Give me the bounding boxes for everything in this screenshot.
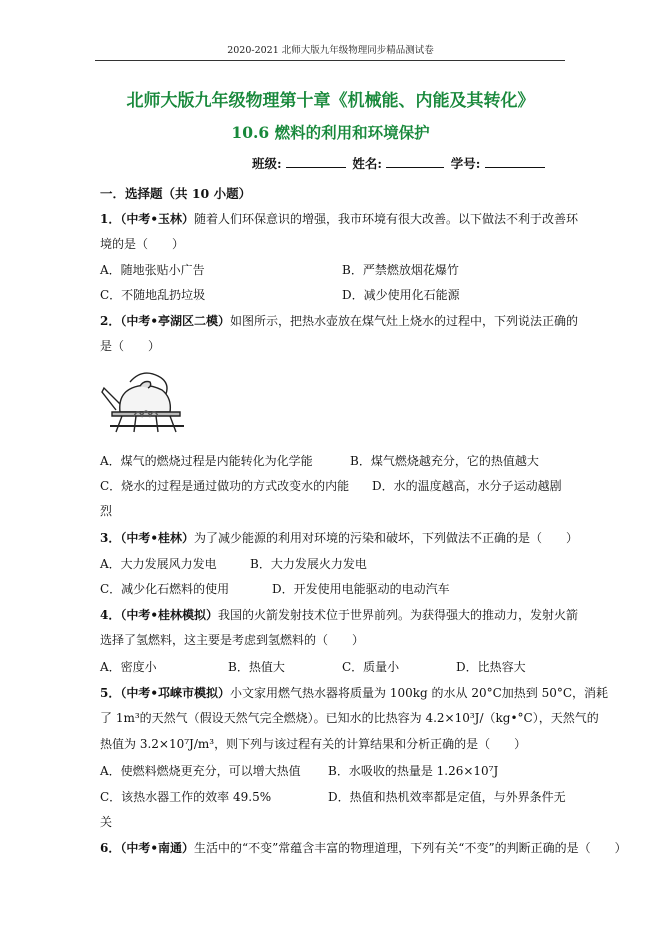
q1-text1: 随着人们环保意识的增强，我市环境有很大改善。以下做法不利于改善环 — [194, 212, 579, 226]
q4-option-a[interactable]: A．密度小 — [100, 660, 157, 674]
q5-line2: 了 1m³的天然气（假设天然气完全燃烧）。已知水的比热容为 4.2×10³J/（kg•°C），天然气的 — [100, 711, 599, 725]
q1-option-c[interactable]: C．不随地乱扔垃圾 — [100, 288, 206, 302]
id-blank[interactable] — [485, 155, 545, 168]
q6-line1 — [100, 839, 627, 856]
q1-option-b[interactable]: B．严禁燃放烟花爆竹 — [342, 263, 459, 277]
kettle-spout — [102, 388, 120, 410]
kettle-on-stove-figure — [100, 366, 192, 438]
q6-tag: 6．（中考•南通） — [100, 841, 195, 855]
q4-line1 — [100, 606, 578, 623]
q3-option-c[interactable]: C．减少化石燃料的使用 — [100, 582, 230, 596]
section-heading: 一．选择题（共 10 小题） — [100, 186, 252, 201]
q2-line1 — [100, 312, 578, 329]
q3-option-b[interactable]: B．大力发展火力发电 — [250, 557, 367, 571]
main-title: 北师大版九年级物理第十章《机械能、内能及其转化》 — [126, 91, 535, 111]
q2-option-d-wrap: 烈 — [100, 504, 113, 518]
class-blank[interactable] — [286, 155, 346, 168]
sub-title: 10.6 燃料的利用和环境保护 — [231, 123, 430, 142]
q2-option-d[interactable]: D．水的温度越高，水分子运动越剧 — [372, 479, 562, 493]
q4-line2: 选择了氢燃料，这主要是考虑到氢燃料的（ ） — [100, 633, 365, 647]
name-label: 姓名: — [352, 156, 382, 171]
q3-line1 — [100, 529, 578, 546]
page-header: 2020-2021 北师大版九年级物理同步精品测试卷 — [227, 45, 434, 56]
q3-option-a[interactable]: A．大力发展风力发电 — [100, 557, 217, 571]
q1-option-d[interactable]: D．减少使用化石能源 — [342, 288, 460, 302]
q2-tag: 2．（中考•亭湖区二模） — [100, 314, 231, 328]
q2-text1: 如图所示，把热水壶放在煤气灶上烧水的过程中，下列说法正确的 — [230, 314, 579, 328]
kettle-body — [120, 385, 171, 412]
q1-line2: 境的是（ ） — [100, 237, 185, 251]
q5-tag: 5．（中考•邛崃市模拟） — [100, 686, 231, 700]
q5-line1 — [100, 684, 608, 701]
q3-option-d[interactable]: D．开发使用电能驱动的电动汽车 — [272, 582, 450, 596]
q4-text1: 我国的火箭发射技术位于世界前列。为获得强大的推动力，发射火箭 — [218, 608, 579, 622]
q5-text1: 小文家用燃气热水器将质量为 100kg 的水从 20°C加热到 50°C，消耗 — [230, 686, 609, 700]
q5-option-d-wrap: 关 — [100, 815, 113, 829]
q1-option-a[interactable]: A．随地张贴小广告 — [100, 263, 205, 277]
q5-option-b[interactable]: B．水吸收的热量是 1.26×10⁷J — [328, 764, 499, 778]
q1-tag: 1．（中考•玉林） — [100, 212, 195, 226]
q4-option-c[interactable]: C．质量小 — [342, 660, 400, 674]
q3-tag: 3．（中考•桂林） — [100, 531, 195, 545]
id-label: 学号: — [450, 156, 481, 171]
q5-option-a[interactable]: A．使燃料燃烧更充分，可以增大热值 — [100, 764, 301, 778]
q2-option-c[interactable]: C．烧水的过程是通过做功的方式改变水的内能 — [100, 479, 350, 493]
q2-line2: 是（ ） — [100, 339, 161, 353]
name-blank[interactable] — [386, 155, 444, 168]
header-divider — [95, 60, 565, 61]
q2-option-b[interactable]: B．煤气燃烧越充分，它的热值越大 — [350, 454, 539, 468]
student-info-fields — [252, 154, 547, 172]
q5-line3: 热值为 3.2×10⁷J/m³，则下列与该过程有关的计算结果和分析正确的是（ ） — [100, 737, 527, 751]
q5-option-d[interactable]: D．热值和热机效率都是定值，与外界条件无 — [328, 790, 566, 804]
q3-text1: 为了减少能源的利用对环境的污染和破坏，下列做法不正确的是（ ） — [194, 531, 579, 545]
q4-option-b[interactable]: B．热值大 — [228, 660, 285, 674]
q4-option-d[interactable]: D．比热容大 — [456, 660, 526, 674]
q4-tag: 4．（中考•桂林模拟） — [100, 608, 219, 622]
q1-line1 — [100, 210, 578, 227]
class-label: 班级: — [252, 156, 282, 171]
q5-option-c[interactable]: C．该热水器工作的效率 49.5% — [100, 790, 272, 804]
q2-option-a[interactable]: A．煤气的燃烧过程是内能转化为化学能 — [100, 454, 313, 468]
q6-text1: 生活中的“不变”常蕴含丰富的物理道理，下列有关“不变”的判断正确的是（ ） — [194, 841, 627, 855]
